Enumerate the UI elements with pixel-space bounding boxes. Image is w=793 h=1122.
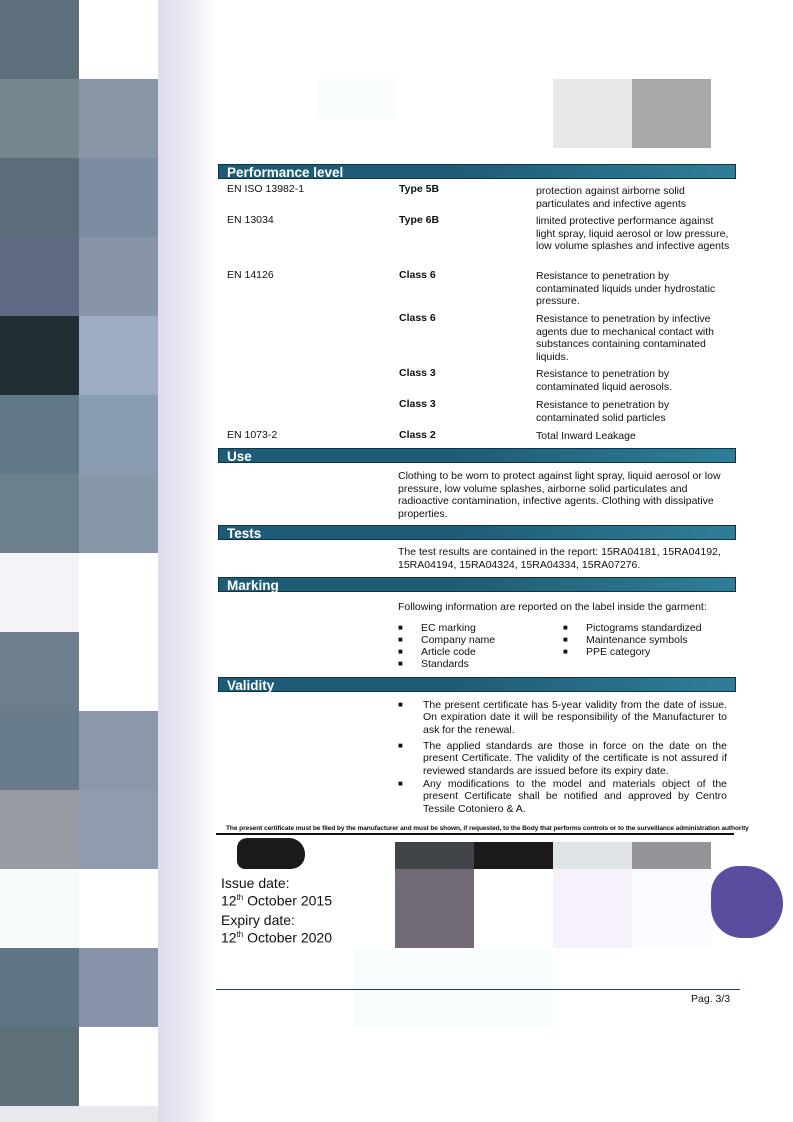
list-item: PPE category (586, 646, 651, 658)
description-cell: limited protective performance against light spray, liquid aerosol or low pressure, low volume splashes and infective agents (536, 215, 730, 252)
type-cell: Type 6B (399, 214, 440, 226)
description-cell: Resistance to penetration by contaminated liquids under hydrostatic pressure. (536, 270, 716, 307)
standard-cell: EN 1073-2 (227, 429, 278, 441)
description-cell: Resistance to penetration by contaminated liquid aerosols. (536, 368, 672, 393)
section-header-performance: Performance level (218, 164, 736, 179)
issue-date: 12th October 2015 (221, 892, 332, 909)
type-cell: Class 2 (399, 429, 436, 441)
section-header-validity: Validity (218, 677, 736, 692)
validity-item: The applied standards are those in force on the date on the present Certificate. The validity of the certificate is not assured if reviewed standards are issued before its expiry date. (423, 740, 727, 777)
bullet-icon: ■ (398, 741, 403, 750)
bullet-icon: ■ (398, 623, 403, 632)
description-cell: Resistance to penetration by contaminated solid particles (536, 399, 670, 424)
divider (216, 833, 734, 835)
expiry-date: 12th October 2020 (221, 929, 332, 946)
section-header-use: Use (218, 448, 736, 463)
bullet-icon: ■ (563, 623, 568, 632)
marking-intro: Following information are reported on the label inside the garment: (398, 601, 707, 613)
type-cell: Type 5B (399, 183, 440, 195)
footnote: The present certificate must be filed by the manufacturer and must be shown, if requested, to the Body that performs controls or to the surveillance administration authority (226, 825, 749, 832)
list-item: Standards (421, 658, 469, 670)
page-number: Pag. 3/3 (691, 993, 731, 1005)
description-cell: protection against airborne solid particulates and infective agents (536, 185, 687, 210)
bullet-icon: ■ (398, 700, 403, 709)
type-cell: Class 6 (399, 312, 436, 324)
standard-cell: EN 14126 (227, 269, 274, 281)
list-item: Pictograms standardized (586, 622, 702, 634)
divider (216, 989, 740, 990)
bullet-icon: ■ (398, 635, 403, 644)
list-item: Company name (421, 634, 496, 646)
bullet-icon: ■ (563, 647, 568, 656)
bullet-icon: ■ (398, 779, 403, 788)
description-cell: Resistance to penetration by infective agents due to mechanical contact with substances containing contaminated liquids. (536, 313, 715, 363)
use-text: Clothing to be worn to protect against light spray, liquid aerosol or low pressure, low volume splashes, airborne solid particulates and radioactive contamination, infective agents. Clothing with dissipative properties. (398, 470, 721, 520)
bullet-icon: ■ (398, 659, 403, 668)
standard-cell: EN ISO 13982-1 (227, 183, 305, 195)
validity-item: The present certificate has 5-year validity from the date of issue. On expiration date it will be responsibility of the Manufacturer to ask for the renewal. (423, 699, 727, 736)
description-cell: Total Inward Leakage (536, 430, 636, 442)
tests-text: The test results are contained in the report: 15RA04181, 15RA04192, 15RA04194, 15RA04324, 15RA04334, 15RA07276. (398, 546, 721, 571)
list-item: Article code (421, 646, 476, 658)
bullet-icon: ■ (563, 635, 568, 644)
type-cell: Class 3 (399, 398, 436, 410)
issue-date-label: Issue date: (221, 875, 290, 891)
list-item: EC marking (421, 622, 476, 634)
standard-cell: EN 13034 (227, 214, 274, 226)
bullet-icon: ■ (398, 647, 403, 656)
expiry-date-label: Expiry date: (221, 912, 295, 928)
type-cell: Class 3 (399, 367, 436, 379)
list-item: Maintenance symbols (586, 634, 688, 646)
validity-item: Any modifications to the model and materials object of the present Certificate shall be notified and approved by Centro Tessile Cotoniero & A. (423, 778, 727, 815)
section-header-tests: Tests (218, 525, 736, 540)
type-cell: Class 6 (399, 269, 436, 281)
section-header-marking: Marking (218, 577, 736, 592)
